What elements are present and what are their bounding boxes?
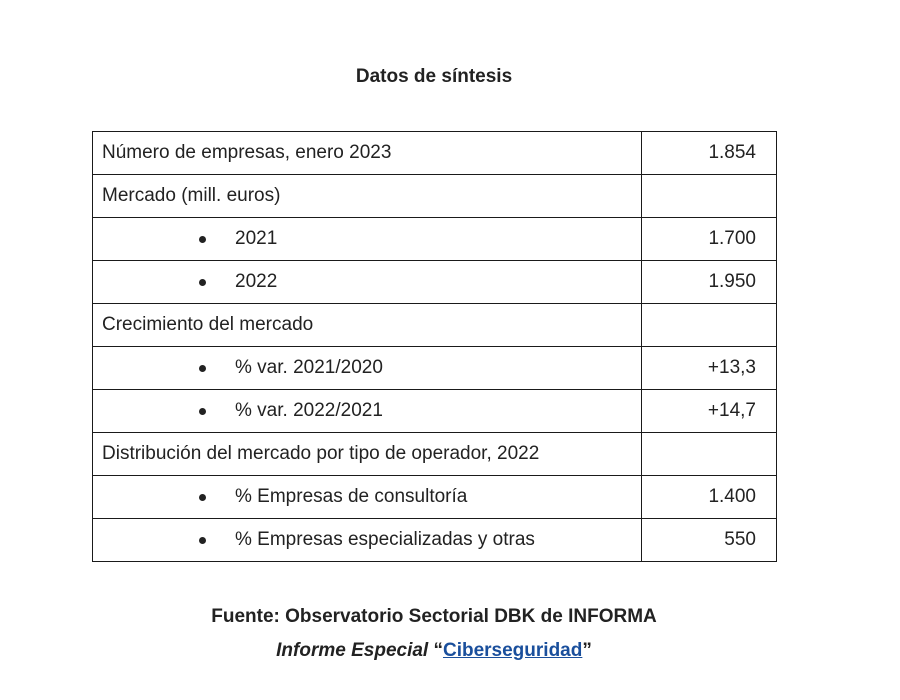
bullet-item: [102, 400, 641, 422]
row-value: 1.400: [641, 476, 776, 519]
row-label-cell: [93, 390, 642, 433]
row-label: % Empresas de consultoría: [235, 486, 468, 507]
row-value: [641, 433, 776, 476]
row-label-cell: [93, 519, 642, 562]
ciberseguridad-link[interactable]: Ciberseguridad: [442, 640, 583, 661]
report-prefix: Informe Especial: [276, 640, 429, 661]
row-value: 1.950: [641, 261, 776, 304]
synthesis-table: [92, 131, 777, 562]
row-label: % var. 2021/2020: [235, 357, 383, 378]
bullet-icon: [199, 494, 206, 501]
row-value: +13,3: [641, 347, 776, 390]
table-row: [93, 347, 777, 390]
row-label-cell: [93, 347, 642, 390]
open-quote: “: [433, 640, 443, 661]
bullet-icon: [199, 236, 206, 243]
row-label-cell: [93, 261, 642, 304]
row-label: Mercado (mill. euros): [102, 185, 281, 206]
source-line: Fuente: Observatorio Sectorial DBK de INFORMA: [211, 606, 657, 627]
row-label: % Empresas especializadas y otras: [235, 529, 535, 550]
row-value: [641, 175, 776, 218]
bullet-item: [102, 357, 641, 379]
table-row: [93, 390, 777, 433]
row-value: 1.700: [641, 218, 776, 261]
row-label-cell: [93, 132, 642, 175]
bullet-icon: [199, 408, 206, 415]
table-row: [93, 218, 777, 261]
row-label-cell: [93, 433, 642, 476]
row-label: 2021: [235, 228, 278, 249]
row-label-cell: [93, 476, 642, 519]
row-label: Distribución del mercado por tipo de operador, 2022: [102, 443, 540, 464]
row-label: % var. 2022/2021: [235, 400, 383, 421]
bullet-item: [102, 228, 641, 250]
row-label: Número de empresas, enero 2023: [102, 142, 392, 163]
table-row: [93, 433, 777, 476]
table-row: [93, 304, 777, 347]
row-value: 1.854: [641, 132, 776, 175]
close-quote: ”: [582, 640, 592, 661]
row-label-cell: [93, 218, 642, 261]
bullet-icon: [199, 537, 206, 544]
row-label-cell: [93, 304, 642, 347]
bullet-item: [102, 529, 641, 551]
row-value: 550: [641, 519, 776, 562]
table-row: [93, 175, 777, 218]
bullet-icon: [199, 365, 206, 372]
table-row: [93, 476, 777, 519]
row-value: +14,7: [641, 390, 776, 433]
row-label-cell: [93, 175, 642, 218]
report-line: [0, 640, 868, 662]
bullet-icon: [199, 279, 206, 286]
row-label: Crecimiento del mercado: [102, 314, 314, 335]
page-title: Datos de síntesis: [355, 66, 513, 87]
bullet-item: [102, 271, 641, 293]
synthesis-table-body: [93, 132, 777, 562]
row-label: 2022: [235, 271, 278, 292]
bullet-item: [102, 486, 641, 508]
table-row: [93, 132, 777, 175]
table-row: [93, 261, 777, 304]
row-value: [641, 304, 776, 347]
table-row: [93, 519, 777, 562]
